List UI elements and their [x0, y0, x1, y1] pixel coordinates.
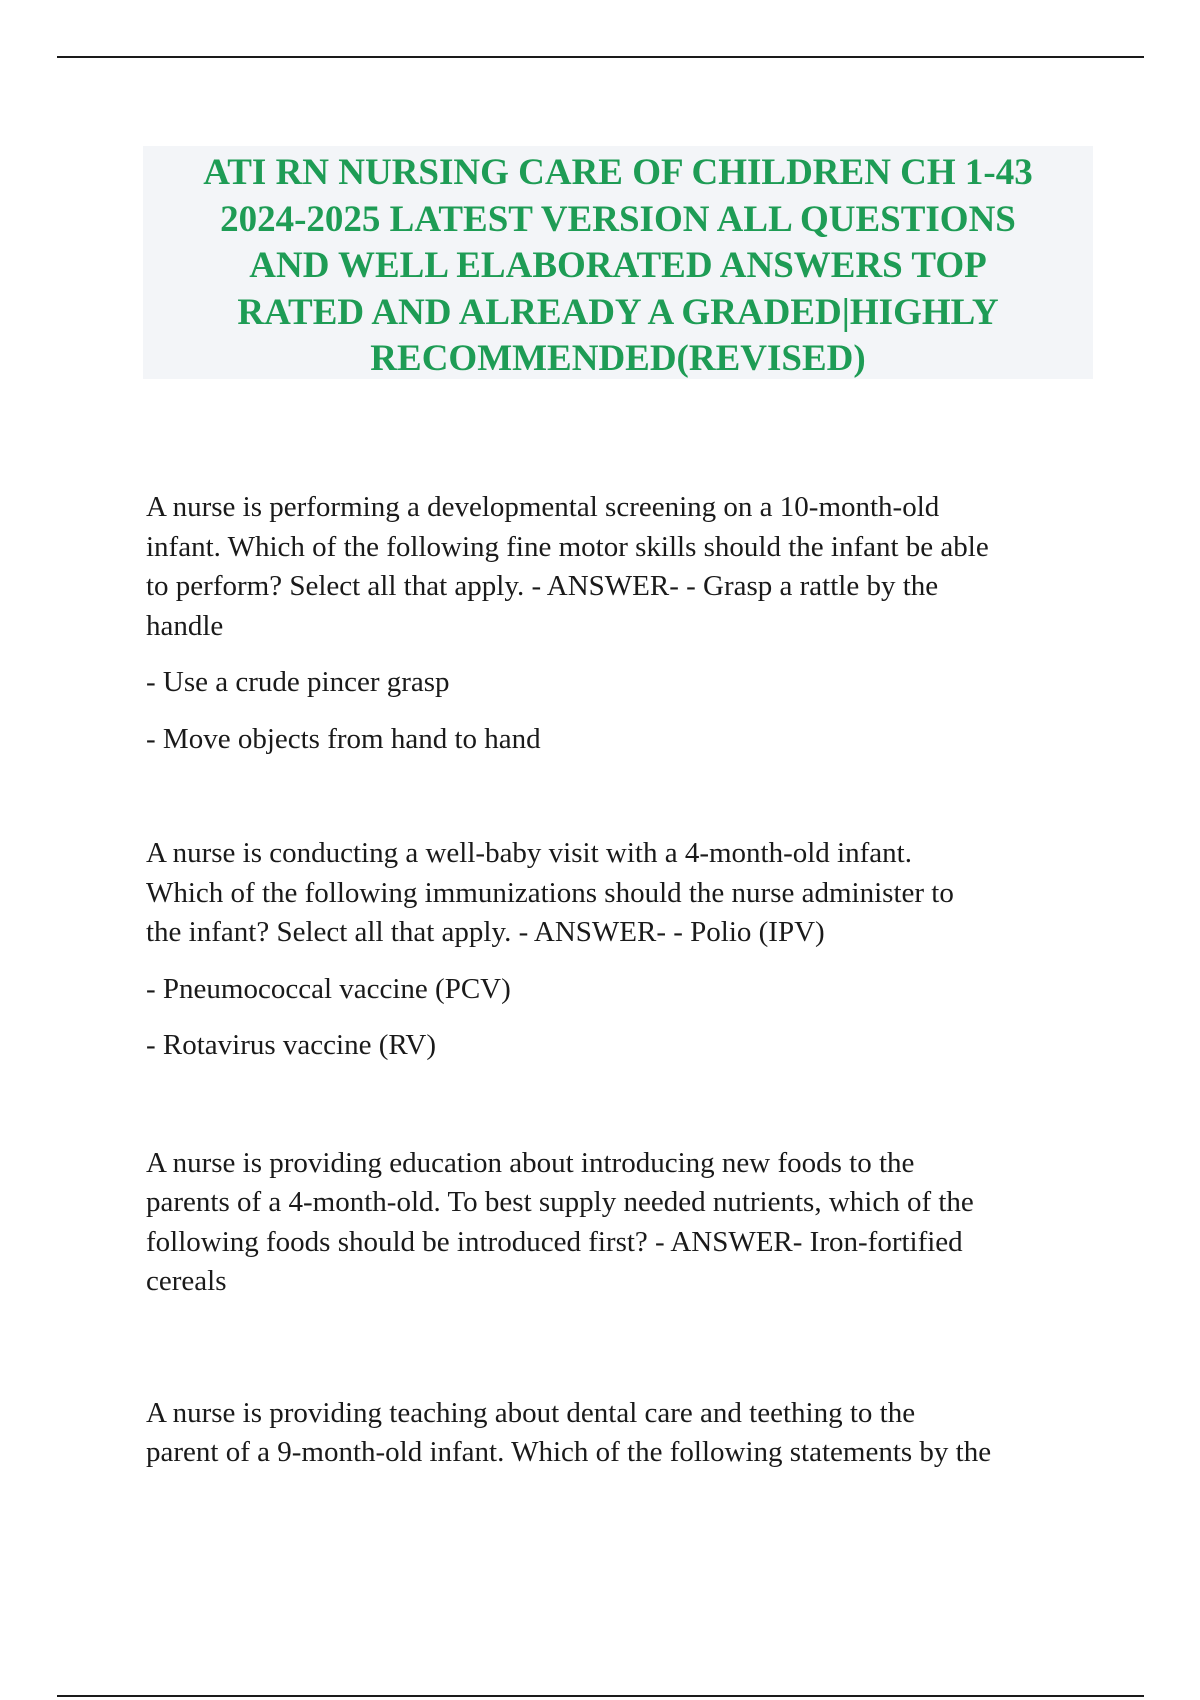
question-text-line: Which of the following immunizations should the nurse administer to	[146, 876, 954, 909]
question-block-4	[146, 1394, 1146, 1473]
document-title-line: RATED AND ALREADY A GRADED|HIGHLY	[237, 291, 999, 333]
document-title-box	[143, 146, 1093, 379]
question-text-line: A nurse is providing teaching about dental care and teething to the	[146, 1396, 916, 1429]
top-rule	[57, 56, 1144, 58]
question-text-line: to perform? Select all that apply. - ANSWER- - Grasp a rattle by the	[146, 570, 939, 602]
question-block-3	[146, 1144, 1146, 1302]
question-text-line: handle	[146, 609, 224, 642]
document-title-line: RECOMMENDED(REVISED)	[370, 338, 866, 379]
question-block-2	[146, 834, 1146, 1066]
question-text-line: A nurse is performing a developmental screening on a 10-month-old	[146, 491, 940, 523]
document-title-line: 2024-2025 LATEST VERSION ALL QUESTIONS	[220, 198, 1016, 240]
answer-item: - Rotavirus vaccine (RV)	[146, 1029, 436, 1061]
question-text-line: parents of a 4-month-old. To best supply needed nutrients, which of the	[146, 1186, 974, 1218]
question-text-line: parent of a 9-month-old infant. Which of the following statements by the	[146, 1436, 992, 1468]
answer-item: - Pneumococcal vaccine (PCV)	[146, 972, 511, 1005]
question-text-line: A nurse is conducting a well-baby visit with a 4-month-old infant.	[146, 837, 912, 869]
question-text-line: the infant? Select all that apply. - ANSWER- - Polio (IPV)	[146, 916, 825, 948]
question-block-1	[146, 488, 1146, 759]
document-body	[146, 488, 1146, 1473]
question-text-line: A nurse is providing education about introducing new foods to the	[146, 1146, 915, 1179]
answer-item: - Move objects from hand to hand	[146, 722, 541, 755]
document-title-line: ATI RN NURSING CARE OF CHILDREN CH 1-43	[203, 152, 1033, 193]
bottom-rule	[57, 1695, 1144, 1697]
document-title-line: AND WELL ELABORATED ANSWERS TOP	[249, 245, 987, 286]
answer-item: - Use a crude pincer grasp	[146, 666, 450, 698]
question-text-line: cereals	[146, 1265, 227, 1297]
question-text-line: following foods should be introduced first? - ANSWER- Iron-fortified	[146, 1225, 963, 1258]
question-text-line: infant. Which of the following fine motor skills should the infant be able	[146, 530, 989, 563]
